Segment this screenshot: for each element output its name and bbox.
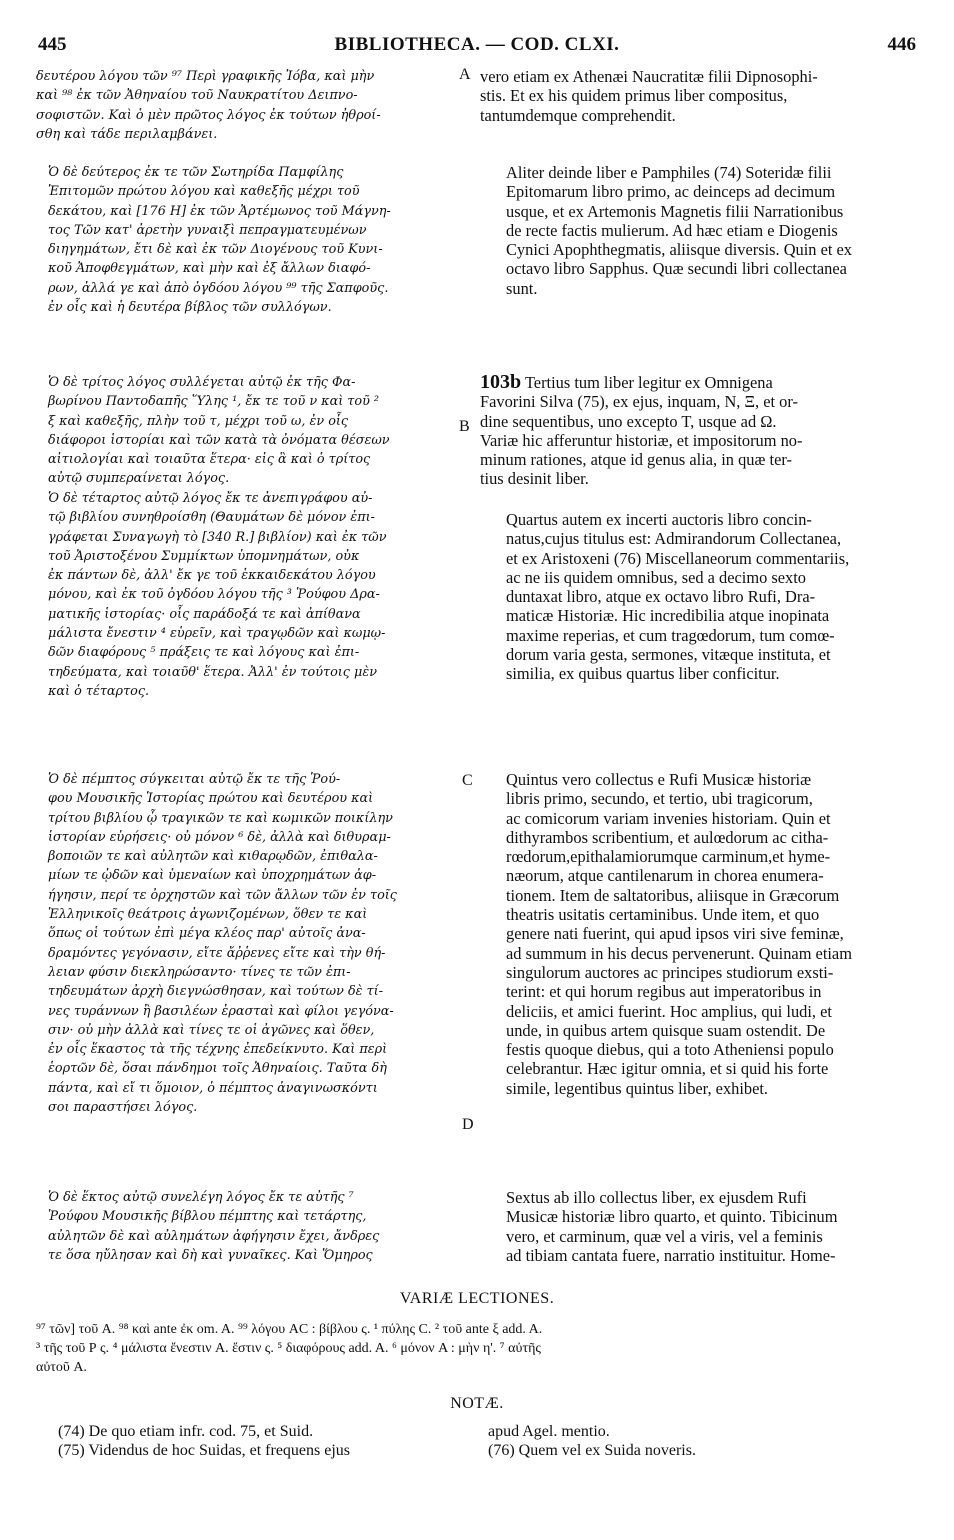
text-line: singulorum auctores ac principes studiorum exsti-	[506, 962, 834, 982]
text-line: τοῦ Ἀριστοξένου Συμμίκτων ὑπομνημάτων, οὐκ	[48, 548, 360, 564]
text-line: δευτέρου λόγου τῶν ⁹⁷ Περὶ γραφικῆς Ἰόβα, καὶ μὴν	[36, 69, 375, 84]
text-line: γράφεται Συναγωγὴ τὸ [340 R.] βιβλίον) καὶ ἐκ τῶν	[48, 529, 387, 545]
text-line: ήγησιν, περί τε ὀρχηστῶν καὶ τῶν ἄλλων τῶν ἐν τοῖς	[48, 887, 397, 903]
text-line: celebrantur. Hæc igitur omnia, et si quid his forte	[506, 1059, 829, 1079]
text-line: minum rationes, atque id genus alia, in quæ ter-	[480, 450, 792, 470]
text-line: theatris usitatis certaminibus. Unde item, et quo	[506, 905, 820, 925]
text-line: μίων τε ᾠδῶν καὶ ὑμεναίων καὶ ὑποχρημάτων ἀφ-	[48, 868, 377, 884]
text-line: ἐν οἷς ἕκαστος τὰ τῆς τέχνης ἐπεδείκνυτο. Καὶ περὶ	[48, 1042, 388, 1058]
text-line: μάλιστα ἔνεστιν ⁴ εὑρεῖν, καὶ τραγῳδῶν καὶ κωμῳ-	[48, 626, 386, 642]
greek-paragraph-6	[36, 1188, 456, 1265]
text-line: dithyrambos scribentium, et aulœdorum ac citha-	[506, 827, 829, 847]
text-line: βωρίνου Παντοδαπῆς Ὕλης ¹, ἔκ τε τοῦ ν καὶ τοῦ ²	[48, 394, 380, 410]
text-line: ρων, ἀλλά γε καὶ ἀπὸ ὀγδόου λόγου ⁹⁹ τῆς Σαπφοῦς.	[48, 280, 389, 296]
text-line: Ὁ δὲ τρίτος λόγος συλλέγεται αὐτῷ ἐκ τῆς Φα-	[48, 375, 356, 390]
note-76: (76) Quem vel ex Suida noveris.	[488, 1442, 696, 1459]
text-line: genere nati fuerint, qui apud ipsos viri sive feminæ,	[506, 924, 844, 944]
latin-p3-rest	[480, 392, 916, 488]
text-line: Ἑλληνικοῖς θεάτροις ἀγωνιζομένων, ὅθεν τε καὶ	[48, 907, 368, 923]
right-page-number: 446	[887, 34, 916, 55]
text-line: dorum varia gesta, sermones, vitæque instituta, et	[506, 645, 831, 665]
text-line: φου Μουσικῆς Ἱστορίας πρώτου καὶ δευτέρου καὶ	[48, 791, 374, 807]
variae-lectiones	[36, 1320, 916, 1377]
text-line: τηδεύματα, καὶ τοιαῦθ' ἕτερα. Ἀλλ' ἐν τούτοις μὲν	[48, 664, 377, 680]
text-line: καὶ ὁ τέταρτος.	[48, 683, 150, 699]
column-marker: 103b	[480, 371, 522, 393]
text-line: duntaxat libro, atque ex octavo libro Rufi, Dra-	[506, 587, 816, 607]
margin-letter-a: A	[459, 66, 471, 83]
text-line: Quintus vero collectus e Rufi Musicæ historiæ	[506, 770, 812, 789]
note-74: (74) De quo etiam infr. cod. 75, et Suid.	[58, 1423, 314, 1440]
variae-line-3: αὐτοῦ A.	[36, 1360, 87, 1375]
text-line: καὶ ⁹⁸ ἐκ τῶν Ἀθηναίου τοῦ Ναυκρατίτου Δειπνο-	[36, 88, 358, 104]
text-line: similia, ex quibus quartus liber conficitur.	[506, 664, 780, 684]
text-line: αὐλητῶν δὲ καὶ αὐλημάτων ἀφήγησιν ἔχει, ἄνδρες	[48, 1228, 380, 1244]
text-line: Cynici Apophthegmatis, aliisque diversis. Quin et ex	[506, 240, 852, 260]
text-line: sunt.	[506, 278, 538, 298]
text-line: et ex Aristoxeni (76) Miscellaneorum commentariis,	[506, 548, 850, 568]
text-line: octavo libro Sapphus. Quæ secundi libri collectanea	[506, 259, 847, 279]
text-line: simile, legentibus quintus liber, exhibet.	[506, 1078, 769, 1098]
text-line: σθη καὶ τάδε περιλαμβάνει.	[36, 126, 218, 142]
text-line: αὐτῷ συμπεραίνεται λόγος.	[48, 471, 230, 487]
greek-paragraph-1	[36, 67, 456, 144]
text-line: Ἐπιτομῶν πρώτου λόγου καὶ καθεξῆς μέχρι τοῦ	[48, 184, 360, 200]
variae-title: VARIÆ LECTIONES.	[399, 1290, 555, 1307]
greek-paragraph-2	[36, 163, 456, 317]
variae-line-1: ⁹⁷ τῶν] τοῦ A. ⁹⁸ καὶ ante ἐκ om. A. ⁹⁹ λόγου AC : βίβλου ς. ¹ πύλης C. ² τοῦ ante ξ add. A.	[36, 1322, 543, 1337]
text-line: δραμόντες γεγόνασιν, εἴτε ἄῤῥενες εἴτε καὶ τὴν θή-	[48, 945, 386, 961]
text-line: ὅπως οἱ τούτων ἐπὶ μέγα κλέος παρ' αὐτοῖς ἀνα-	[48, 926, 366, 942]
text-line: usque, et ex Artemonis Magnetis filii Narrationibus	[506, 201, 844, 221]
text-line: σοφιστῶν. Καὶ ὁ μὲν πρῶτος λόγος ἐκ τούτων ἠθροί-	[36, 107, 381, 123]
text-line: vero, et carminum, quæ vel a viris, vel a feminis	[506, 1226, 823, 1246]
text-line: Ῥούφου Μουσικῆς βίβλου πέμπτης καὶ τετάρτης,	[48, 1209, 367, 1225]
text-line: natus,cujus titulus est: Admirandorum Collectanea,	[506, 529, 842, 549]
text-line: τηδευμάτων ἀρχὴ διεγνώσθησαν, καὶ τούτων δὲ τί-	[48, 984, 384, 1000]
text-line: unde, in quibus artem quisque suam ostendit. De	[506, 1020, 826, 1040]
text-line: αἰτιολογίαι καὶ τοιαῦτα ἕτερα· εἰς ἃ καὶ ὁ τρίτος	[48, 452, 371, 468]
text-line: ματικῆς ἱστορίας· οἷς παράδοξά τε καὶ ἀπίθανα	[48, 606, 361, 622]
latin-paragraph-2	[480, 163, 916, 298]
text-line: πάντα, καὶ εἴ τι ὅμοιον, ὁ πέμπτος ἀναγινωσκόντι	[48, 1080, 378, 1096]
text-line: Ὁ δὲ δεύτερος ἐκ τε τῶν Σωτηρίδα Παμφίλης	[48, 165, 344, 180]
text-line: de recte factis mulierum. Ad hæc etiam e Diogenis	[506, 220, 838, 240]
greek-paragraph-3	[36, 373, 456, 489]
text-line: Aliter deinde liber e Pamphiles (74) Soteridæ filii	[506, 163, 832, 182]
text-line: τε ὅσα ηὔλησαν καὶ δὴ καὶ γυναῖκες. Καὶ Ὅμηρος	[48, 1247, 373, 1263]
text-line: næorum, atque cantilenarum in chorea enumera-	[506, 866, 824, 886]
note-75: (75) Videndus de hoc Suidas, et frequens ejus	[58, 1442, 351, 1459]
text-line: βοποιῶν τε καὶ αὐλητῶν καὶ κιθαρῳδῶν, ἐπιθαλα-	[48, 849, 378, 865]
text-line: tius desinit liber.	[480, 469, 589, 489]
text-line: τρίτου βιβλίου ᾧ τραγικῶν τε καὶ κωμικῶν ποικίλην	[48, 810, 393, 826]
text-line: tionem. Item de saltatoribus, aliisque in Græcorum	[506, 885, 840, 905]
latin-paragraph-6	[480, 1188, 916, 1265]
text-line: δεκάτου, καὶ [176 H] ἐκ τῶν Ἀρτέμωνος τοῦ Μάγνη-	[48, 203, 391, 219]
text-line: Sextus ab illo collectus liber, ex ejusdem Rufi	[506, 1188, 807, 1207]
text-line: stis. Et ex his quidem primus liber compositus,	[480, 86, 788, 106]
text-line: ac ne iis quidem omnibus, sed a decimo sexto	[506, 567, 806, 587]
text-line: Musicæ historiæ libro quarto, et quinto. Tibicinum	[506, 1207, 838, 1227]
text-line: λειαν φύσιν διεκληρώσαντο· τίνες τε τῶν ἐπι-	[48, 964, 351, 980]
text-line: ἐκ πάντων δὲ, ἀλλ' ἔκ γε τοῦ ἑκκαιδεκάτου λόγου	[48, 568, 376, 584]
notae-title: NOTÆ.	[450, 1395, 504, 1412]
text-line: ἐν οἷς καὶ ἡ δευτέρα βίβλος τῶν συλλόγων.	[48, 300, 332, 316]
text-line: dine sequentibus, uno excepto T, usque ad Ω.	[480, 411, 777, 431]
text-line: Variæ hic afferuntur historiæ, et impositorum no-	[480, 430, 803, 450]
note-75-cont: apud Agel. mentio.	[488, 1423, 610, 1440]
latin-paragraph-5	[480, 770, 916, 1098]
text-line: Ὁ δὲ πέμπτος σύγκειται αὐτῷ ἔκ τε τῆς Ῥού-	[48, 772, 341, 787]
text-line: ad tibiam cantata fuere, narratio instituitur. Home-	[506, 1245, 836, 1265]
text-line: τος Τῶν κατ' ἀρετὴν γυναιξὶ πεπραγματευμένων	[48, 222, 367, 238]
text-line: Ὁ δὲ τέταρτος αὐτῷ λόγος ἔκ τε ἀνεπιγράφου αὐ-	[48, 491, 373, 506]
variae-line-2: ³ τῆς τοῦ Ρ ς. ⁴ μάλιστα ἔνεστιν A. ἔστιν ς. ⁵ διαφόρους add. A. ⁶ μόνον A : μὴν η'. ⁷ αὐτῆς	[36, 1341, 541, 1356]
text-line: διηγημάτων, ἔτι δὲ καὶ ἐκ τῶν Διογένους τοῦ Κυνι-	[48, 242, 383, 258]
latin-paragraph-3	[480, 373, 916, 489]
notae-left	[58, 1422, 478, 1460]
margin-letter-d: D	[462, 1116, 474, 1133]
notae-right	[488, 1422, 908, 1460]
text-line: ἱστορίαν εὑρήσεις· οὐ μόνον ⁶ δὲ, ἀλλὰ καὶ διθυραμ-	[48, 829, 391, 845]
text-line: δῶν διαφόρους ⁵ πράξεις τε καὶ λόγους καὶ ἐπι-	[48, 645, 360, 661]
text-line: σοι παραστήσει λόγος.	[48, 1100, 198, 1116]
text-line: σιν· οὐ μὴν ἀλλὰ καὶ τίνες τε οἱ ἀγῶνες καὶ ὅθεν,	[48, 1022, 375, 1038]
text-line: ac comicorum variam invenies historiam. Quin et	[506, 808, 831, 828]
text-line: Epitomarum libro primo, ac deinceps ad decimum	[506, 182, 836, 202]
text-line: Quartus autem ex incerti auctoris libro concin-	[506, 510, 812, 529]
text-line: libris primo, secundo, et tertio, ubi tragicorum,	[506, 789, 813, 809]
running-title: BIBLIOTHECA. — COD. CLXI.	[334, 34, 620, 55]
text-line: νες τυράννων ἢ βασιλέων ἐρασταὶ καὶ φίλοι γεγόνα-	[48, 1003, 394, 1019]
text-line: κοῦ Ἀποφθεγμάτων, καὶ μὴν καὶ ἐξ ἄλλων διαφό-	[48, 261, 371, 277]
greek-paragraph-4	[36, 489, 456, 701]
text-line: rœdorum,epithalamiorumque carminum,et hyme-	[506, 847, 831, 867]
text-line: ἑορτῶν δὲ, ὅσαι πάνδημοι τοῖς Ἀθηναίοις. Ταῦτα δὴ	[48, 1061, 387, 1077]
left-page-number: 445	[38, 34, 67, 55]
latin-paragraph-4	[480, 510, 916, 684]
text-line: μόνου, καὶ ἐκ τοῦ ὀγδόου λόγου τῆς ³ Ῥούφου Δρα-	[48, 587, 380, 603]
margin-letter-b: B	[459, 418, 470, 435]
text-line: maticæ Historiæ. Hic incredibilia atque inopinata	[506, 606, 830, 626]
text-line: deliciis, et amici fuerint. Hoc amplius, qui ludi, et	[506, 1001, 832, 1021]
text-line: vero etiam ex Athenæi Naucratitæ filii Dipnosophi-	[480, 67, 818, 86]
text-line: terint: et qui horum regibus aut imperatoribus in	[506, 982, 822, 1002]
text-line: τῷ βιβλίου συνηθροίσθη (Θαυμάτων δὲ μόνον ἐπι-	[48, 510, 375, 526]
margin-letter-c: C	[462, 772, 473, 789]
latin-p3-first: Tertius tum liber legitur ex Omnigena	[524, 373, 773, 392]
latin-paragraph-1	[480, 67, 916, 125]
text-line: διάφοροι ἱστορίαι καὶ τῶν κατὰ τὰ ὀνόματα θέσεων	[48, 432, 390, 448]
running-header	[38, 34, 916, 64]
text-line: festis quoque diebus, qui a toto Atheniensi populo	[506, 1040, 834, 1060]
text-line: ξ καὶ καθεξῆς, πλὴν τοῦ τ, μέχρι τοῦ ω, ἐν οἷς	[48, 413, 349, 429]
greek-paragraph-5	[36, 770, 456, 1117]
text-line: ad summum in his decus pervenerunt. Quinam etiam	[506, 943, 852, 963]
text-line: Ὁ δὲ ἕκτος αὐτῷ συνελέγη λόγος ἔκ τε αὐτῆς ⁷	[48, 1190, 354, 1205]
text-line: tantumdemque comprehendit.	[480, 105, 676, 125]
text-line: maxime reperias, et cum tragœdorum, tum comœ-	[506, 625, 835, 645]
text-line: Favorini Silva (75), ex ejus, inquam, N, Ξ, et or-	[480, 392, 798, 412]
